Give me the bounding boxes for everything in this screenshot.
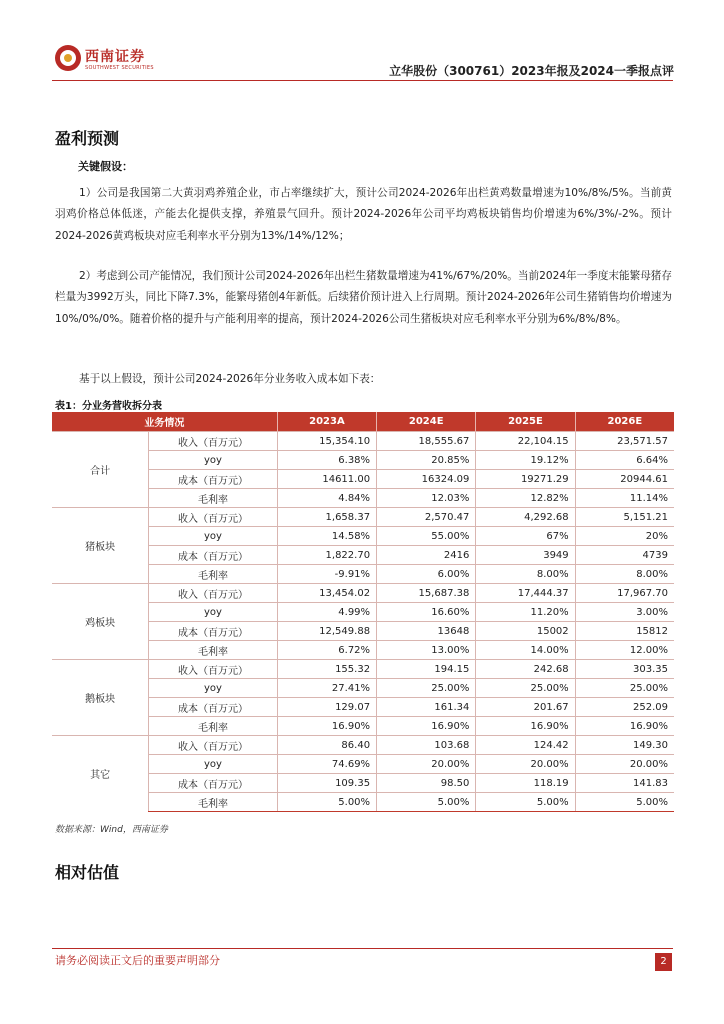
- value-cell: 16.90%: [277, 717, 376, 736]
- value-cell: 303.35: [575, 660, 674, 679]
- value-cell: 20.00%: [476, 755, 575, 774]
- value-cell: 17,967.70: [575, 584, 674, 603]
- metric-name-cell: 收入（百万元）: [149, 660, 278, 679]
- value-cell: 13.00%: [377, 641, 476, 660]
- value-cell: 155.32: [277, 660, 376, 679]
- value-cell: 18,555.67: [377, 432, 476, 451]
- segment-name-cell: 猪板块: [52, 508, 149, 584]
- segment-name-cell: 鸡板块: [52, 584, 149, 660]
- value-cell: 5.00%: [377, 793, 476, 812]
- table-row: [52, 660, 674, 679]
- value-cell: 12.03%: [377, 489, 476, 508]
- metric-name-cell: 毛利率: [149, 793, 278, 812]
- table-header-cell: 业务情况: [52, 412, 277, 432]
- metric-name-cell: 收入（百万元）: [149, 736, 278, 755]
- value-cell: 27.41%: [277, 679, 376, 698]
- value-cell: 2,570.47: [377, 508, 476, 527]
- logo-text-cn: 西南证券: [85, 49, 145, 65]
- logo-text-en: SOUTHWEST SECURITIES: [85, 65, 154, 71]
- value-cell: 20.00%: [377, 755, 476, 774]
- value-cell: 242.68: [476, 660, 575, 679]
- value-cell: 5.00%: [476, 793, 575, 812]
- value-cell: 141.83: [575, 774, 674, 793]
- metric-name-cell: 成本（百万元）: [149, 470, 278, 489]
- value-cell: 16324.09: [377, 470, 476, 489]
- table-header-row: [52, 412, 674, 432]
- segment-name-cell: 其它: [52, 736, 149, 812]
- value-cell: 1,822.70: [277, 546, 376, 565]
- value-cell: 3949: [476, 546, 575, 565]
- value-cell: 6.38%: [277, 451, 376, 470]
- metric-name-cell: 成本（百万元）: [149, 774, 278, 793]
- metric-name-cell: 收入（百万元）: [149, 584, 278, 603]
- table-row: [52, 508, 674, 527]
- value-cell: 19.12%: [476, 451, 575, 470]
- value-cell: 201.67: [476, 698, 575, 717]
- segment-revenue-table: [52, 412, 674, 812]
- value-cell: 4,292.68: [476, 508, 575, 527]
- value-cell: 6.72%: [277, 641, 376, 660]
- value-cell: 16.90%: [476, 717, 575, 736]
- value-cell: 13648: [377, 622, 476, 641]
- value-cell: 3.00%: [575, 603, 674, 622]
- metric-name-cell: 收入（百万元）: [149, 508, 278, 527]
- value-cell: 11.20%: [476, 603, 575, 622]
- value-cell: 2416: [377, 546, 476, 565]
- value-cell: 15,354.10: [277, 432, 376, 451]
- metric-name-cell: 成本（百万元）: [149, 622, 278, 641]
- value-cell: 5.00%: [575, 793, 674, 812]
- value-cell: 129.07: [277, 698, 376, 717]
- value-cell: -9.91%: [277, 565, 376, 584]
- company-logo: [55, 44, 155, 76]
- table-body: [52, 432, 674, 812]
- value-cell: 5,151.21: [575, 508, 674, 527]
- report-title: 立华股份（300761）2023年报及2024一季报点评: [389, 64, 674, 78]
- value-cell: 19271.29: [476, 470, 575, 489]
- value-cell: 4.84%: [277, 489, 376, 508]
- value-cell: 14611.00: [277, 470, 376, 489]
- metric-name-cell: 毛利率: [149, 489, 278, 508]
- metric-name-cell: 成本（百万元）: [149, 698, 278, 717]
- value-cell: 149.30: [575, 736, 674, 755]
- value-cell: 22,104.15: [476, 432, 575, 451]
- value-cell: 103.68: [377, 736, 476, 755]
- value-cell: 6.00%: [377, 565, 476, 584]
- value-cell: 16.90%: [575, 717, 674, 736]
- value-cell: 25.00%: [575, 679, 674, 698]
- value-cell: 161.34: [377, 698, 476, 717]
- table-caption: 表1：分业务营收拆分表: [55, 401, 162, 412]
- value-cell: 12,549.88: [277, 622, 376, 641]
- segment-name-cell: 鹅板块: [52, 660, 149, 736]
- value-cell: 13,454.02: [277, 584, 376, 603]
- value-cell: 15002: [476, 622, 575, 641]
- value-cell: 23,571.57: [575, 432, 674, 451]
- metric-name-cell: 毛利率: [149, 717, 278, 736]
- value-cell: 11.14%: [575, 489, 674, 508]
- table-source-note: 数据来源：Wind，西南证券: [55, 825, 168, 835]
- value-cell: 124.42: [476, 736, 575, 755]
- value-cell: 20944.61: [575, 470, 674, 489]
- value-cell: 25.00%: [377, 679, 476, 698]
- value-cell: 16.60%: [377, 603, 476, 622]
- value-cell: 6.64%: [575, 451, 674, 470]
- metric-name-cell: yoy: [149, 603, 278, 622]
- metric-name-cell: yoy: [149, 679, 278, 698]
- metric-name-cell: yoy: [149, 527, 278, 546]
- value-cell: 194.15: [377, 660, 476, 679]
- table-header-cell: 2024E: [377, 412, 476, 432]
- value-cell: 15812: [575, 622, 674, 641]
- table-row: [52, 432, 674, 451]
- metric-name-cell: 收入（百万元）: [149, 432, 278, 451]
- value-cell: 252.09: [575, 698, 674, 717]
- value-cell: 20.00%: [575, 755, 674, 774]
- page-number: 2: [655, 953, 672, 971]
- metric-name-cell: yoy: [149, 451, 278, 470]
- value-cell: 17,444.37: [476, 584, 575, 603]
- table-row: [52, 584, 674, 603]
- value-cell: 4.99%: [277, 603, 376, 622]
- header-divider: [52, 80, 673, 81]
- table-header-cell: 2023A: [277, 412, 376, 432]
- value-cell: 118.19: [476, 774, 575, 793]
- value-cell: 67%: [476, 527, 575, 546]
- value-cell: 16.90%: [377, 717, 476, 736]
- value-cell: 86.40: [277, 736, 376, 755]
- value-cell: 55.00%: [377, 527, 476, 546]
- paragraph: 2）考虑到公司产能情况，我们预计公司2024-2026年出栏生猪数量增速为41%/67%/20%。当前2024年一季度末能繁母猪存栏量为3992万头，同比下降7.3%，能繁母猪创4年新低。后续猪价预计进入上行周期。预计2024-2026年公司生猪销售均价增速为10%/0%/0%。随着价格的提升与产能利用率的提高，预计2024-2026公司生猪板块对应毛利率水平分别为6%/8%/8%。: [55, 270, 672, 325]
- value-cell: 98.50: [377, 774, 476, 793]
- table-row: [52, 736, 674, 755]
- value-cell: 14.00%: [476, 641, 575, 660]
- table-header-cell: 2025E: [476, 412, 575, 432]
- value-cell: 8.00%: [476, 565, 575, 584]
- value-cell: 12.00%: [575, 641, 674, 660]
- value-cell: 20.85%: [377, 451, 476, 470]
- metric-name-cell: 毛利率: [149, 565, 278, 584]
- value-cell: 1,658.37: [277, 508, 376, 527]
- footer-divider: [52, 948, 673, 949]
- value-cell: 5.00%: [277, 793, 376, 812]
- value-cell: 25.00%: [476, 679, 575, 698]
- value-cell: 4739: [575, 546, 674, 565]
- value-cell: 109.35: [277, 774, 376, 793]
- logo-emblem-icon: [55, 45, 81, 71]
- value-cell: 12.82%: [476, 489, 575, 508]
- value-cell: 74.69%: [277, 755, 376, 774]
- value-cell: 20%: [575, 527, 674, 546]
- value-cell: 15,687.38: [377, 584, 476, 603]
- value-cell: 8.00%: [575, 565, 674, 584]
- key-assumptions-title: 关键假设：: [78, 160, 133, 173]
- value-cell: 14.58%: [277, 527, 376, 546]
- disclaimer-note: 请务必阅读正文后的重要声明部分: [55, 954, 220, 967]
- metric-name-cell: yoy: [149, 755, 278, 774]
- segment-name-cell: 合计: [52, 432, 149, 508]
- metric-name-cell: 成本（百万元）: [149, 546, 278, 565]
- paragraph: 基于以上假设，预计公司2024-2026年分业务收入成本如下表：: [79, 373, 381, 385]
- section-title: 盈利预测: [55, 129, 120, 148]
- table-header-cell: 2026E: [575, 412, 674, 432]
- next-section-title: 相对估值: [55, 863, 120, 882]
- metric-name-cell: 毛利率: [149, 641, 278, 660]
- paragraph: 1）公司是我国第二大黄羽鸡养殖企业，市占率继续扩大，预计公司2024-2026年出栏黄鸡数量增速为10%/8%/5%。当前黄羽鸡价格总体低迷，产能去化提供支撑，养殖景气回升。预计2024-2026年公司平均鸡板块销售均价增速为6%/3%/-2%。预计2024-2026黄鸡板块对应毛利率水平分别为13%/14%/12%；: [55, 187, 672, 242]
